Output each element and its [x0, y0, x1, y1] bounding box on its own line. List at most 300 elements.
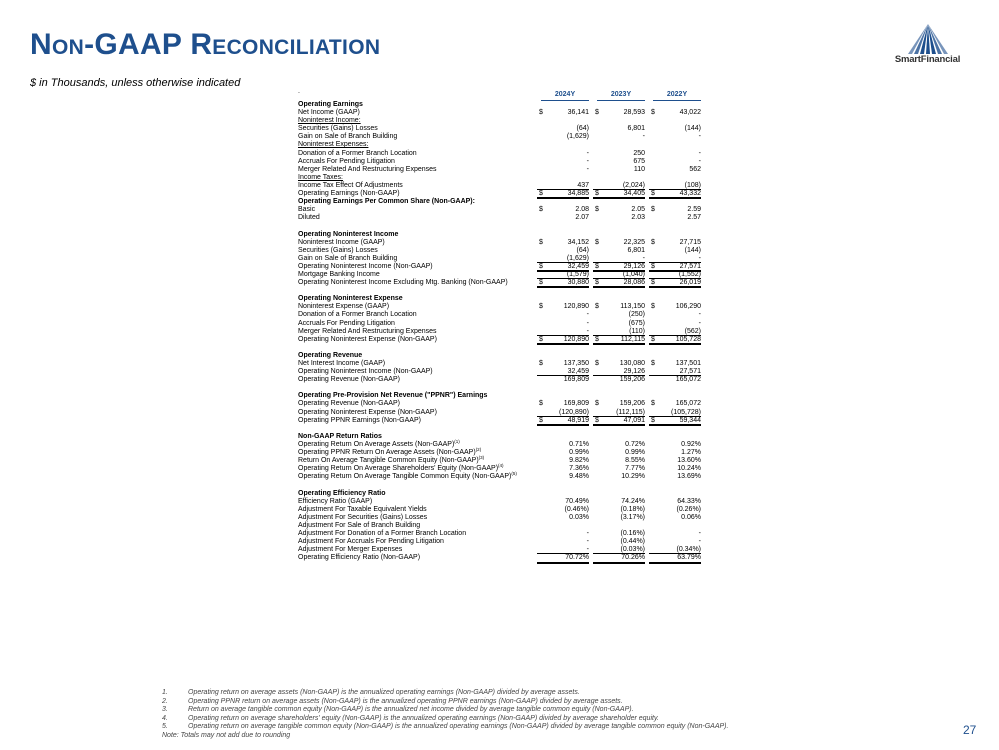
value-cell	[649, 109, 701, 117]
dollar-sign: $	[651, 109, 655, 117]
table-row	[297, 158, 703, 166]
row-label	[298, 498, 372, 506]
cell-value: 7.77%	[625, 465, 645, 473]
row-label-text: Operating Efficiency Ratio (Non-GAAP)	[298, 554, 421, 562]
table-row	[297, 506, 703, 514]
cell-value: 2.05	[631, 206, 645, 214]
cell-value: (2,024)	[622, 181, 645, 189]
value-cell	[593, 133, 645, 141]
table-row	[297, 150, 703, 158]
value-cell	[537, 133, 589, 141]
row-label-text: Diluted	[298, 214, 320, 222]
table-row	[297, 376, 703, 384]
table-row	[297, 449, 703, 457]
value-cell	[537, 457, 589, 465]
value-cell	[593, 506, 645, 514]
dollar-sign: $	[539, 335, 543, 343]
row-label	[298, 490, 386, 498]
cell-value: 2.07	[575, 214, 589, 222]
row-label	[298, 166, 437, 174]
spacer-row	[297, 384, 703, 392]
footnote-ref: (5)	[511, 471, 517, 477]
value-cell	[593, 409, 645, 417]
value-cell	[593, 214, 645, 222]
row-label	[298, 554, 420, 562]
footnote	[162, 706, 634, 715]
cell-value: 22,325	[623, 238, 645, 246]
dollar-sign: $	[539, 190, 543, 198]
value-cell	[649, 166, 701, 174]
cell-value: 130,080	[619, 360, 645, 367]
rounding-note: Note: Totals may not add due to rounding	[162, 731, 291, 739]
cell-value: 159,206	[619, 400, 645, 408]
row-label-text: Operating Efficiency Ratio	[298, 489, 386, 497]
dollar-sign: $	[651, 190, 655, 198]
cell-value: 2.59	[687, 206, 701, 214]
row-label-text: Operating Noninterest Income (Non-GAAP)	[298, 262, 433, 270]
row-label	[298, 141, 368, 149]
value-cell	[593, 336, 645, 345]
dollar-sign: $	[651, 262, 655, 270]
cell-value: -	[698, 157, 701, 165]
table-row	[297, 166, 703, 174]
value-cell	[537, 538, 589, 546]
cell-value: 26,019	[679, 279, 701, 287]
row-label	[298, 514, 427, 522]
row-label-text: Merger Related And Restructuring Expenses	[298, 165, 437, 173]
footnote-text: Operating PPNR return on average assets (Non-GAAP) is the annualized operating PPNR earnings (Non-GAAP) divided by average assets.	[188, 697, 623, 705]
value-cell	[537, 336, 589, 345]
value-cell	[593, 554, 645, 563]
value-cell	[649, 368, 701, 376]
cell-value: 2.57	[687, 214, 701, 222]
cell-value: -	[642, 254, 645, 262]
table-row	[297, 392, 703, 400]
row-label	[298, 279, 508, 287]
value-cell	[593, 522, 645, 530]
cell-value: 13.69%	[677, 473, 701, 481]
value-cell	[593, 328, 645, 336]
cell-value: 112,115	[620, 335, 645, 343]
cell-value: -	[586, 327, 589, 335]
cell-value: (1,040)	[622, 270, 645, 278]
value-cell	[537, 247, 589, 255]
table-row	[297, 438, 703, 449]
row-label	[298, 311, 417, 319]
cell-value: 9.82%	[569, 457, 589, 465]
table-row	[297, 279, 703, 287]
cell-value: 10.29%	[621, 473, 645, 481]
cell-value: -	[698, 529, 701, 537]
cell-value: 34,405	[623, 190, 645, 198]
value-cell	[537, 279, 589, 288]
dollar-sign: $	[539, 360, 543, 367]
row-label	[298, 473, 517, 481]
cell-value: (562)	[684, 327, 701, 335]
row-label-text: Mortgage Banking Income	[298, 270, 380, 278]
table-row	[297, 417, 703, 425]
table-row	[297, 174, 703, 182]
table-row	[297, 271, 703, 279]
cell-value: -	[698, 254, 701, 262]
value-cell	[537, 320, 589, 328]
cell-value: 2.03	[631, 214, 645, 222]
footnote	[162, 714, 659, 724]
table-row	[297, 530, 703, 538]
row-label	[298, 125, 378, 133]
row-label-text: Noninterest Expenses:	[298, 141, 369, 149]
cell-value: 113,150	[620, 303, 645, 311]
value-cell	[649, 214, 701, 222]
cell-value: (0.03%)	[620, 546, 645, 554]
value-cell	[593, 457, 645, 465]
cell-value: 9.48%	[569, 473, 589, 481]
row-label-text: Non-GAAP Return Ratios	[298, 432, 382, 440]
row-label-text: Basic	[298, 206, 316, 214]
dollar-sign: $	[539, 303, 543, 311]
dollar-sign: $	[539, 416, 543, 424]
value-cell	[593, 449, 645, 457]
corner-mark: .	[298, 88, 300, 95]
row-label-text: Efficiency Ratio (GAAP)	[298, 497, 373, 505]
cell-value: 70.49%	[565, 497, 589, 505]
value-cell	[537, 498, 589, 506]
table-row	[297, 522, 703, 530]
cell-value: (110)	[629, 327, 645, 335]
row-label-text: Return On Average Tangible Common Equity (Non-GAAP)	[298, 457, 479, 465]
value-cell	[537, 417, 589, 426]
cell-value: -	[698, 319, 701, 327]
cell-value: 0.92%	[681, 440, 701, 448]
table-row	[297, 198, 703, 206]
footnote-text: Operating return on average assets (Non-GAAP) is the annualized operating earnings (Non-GAAP) divided by average assets.	[188, 689, 580, 696]
row-label-text: Operating Earnings (Non-GAAP)	[298, 190, 400, 198]
row-label	[298, 214, 320, 222]
cell-value: 0.99%	[569, 449, 589, 457]
row-label-text: Adjustment For Sale of Branch Building	[298, 521, 421, 529]
cell-value: 8.55%	[625, 457, 645, 465]
cell-value: 74.24%	[621, 497, 645, 505]
value-cell	[537, 206, 589, 214]
row-label-text: Securities (Gains) Losses	[298, 125, 378, 133]
value-cell	[649, 473, 701, 481]
cell-value: -	[586, 157, 589, 165]
footnote-ref: (2)	[475, 447, 482, 453]
value-cell	[537, 125, 589, 133]
row-label	[298, 320, 395, 328]
year-header: 2024Y	[541, 91, 589, 101]
cell-value: 105,728	[675, 335, 701, 343]
row-label	[298, 546, 402, 554]
row-label-text: Adjustment For Taxable Equivalent Yields	[298, 505, 427, 513]
value-cell	[537, 546, 589, 554]
footnote-ref: (1)	[454, 438, 460, 444]
cell-value: 7.36%	[569, 465, 589, 473]
value-cell	[649, 279, 701, 288]
cell-value: 169,809	[563, 400, 589, 408]
cell-value: -	[586, 546, 589, 554]
dollar-sign: $	[595, 416, 599, 424]
row-label-text: Noninterest Income:	[298, 117, 361, 125]
footnote-number: 1.	[162, 689, 168, 696]
row-label-text: Operating Return On Average Shareholders' Equity (Non-GAAP)	[298, 465, 499, 473]
cell-value: (1,629)	[566, 254, 589, 262]
cell-value: 120,890	[563, 303, 589, 311]
value-cell	[649, 417, 701, 426]
row-label-text: Operating Pre-Provision Net Revenue ("PPNR") Earnings	[298, 392, 488, 400]
cell-value: (112,115)	[616, 408, 645, 416]
value-cell	[593, 150, 645, 158]
value-cell	[537, 506, 589, 514]
table-row	[297, 247, 703, 255]
value-cell	[537, 214, 589, 222]
row-label	[298, 117, 361, 125]
cell-value: 165,072	[675, 376, 701, 384]
spacer-row	[297, 425, 703, 433]
row-label-text: Operating Noninterest Income (Non-GAAP)	[298, 368, 433, 376]
cell-value: (105,728)	[671, 408, 701, 416]
spacer-row	[297, 344, 703, 352]
dollar-sign: $	[539, 400, 543, 408]
cell-value: 10.24%	[677, 465, 701, 473]
row-label-text: Operating Earnings	[298, 101, 363, 108]
table-row	[297, 214, 703, 222]
row-label	[298, 392, 487, 400]
dollar-sign: $	[539, 279, 543, 287]
value-cell	[649, 311, 701, 319]
value-cell	[537, 473, 589, 481]
value-cell	[593, 109, 645, 117]
value-cell	[593, 279, 645, 288]
dollar-sign: $	[651, 279, 655, 287]
cell-value: 6,801	[627, 246, 645, 254]
value-cell	[649, 554, 701, 563]
spacer-row	[297, 222, 703, 230]
value-cell	[537, 409, 589, 417]
value-cell	[649, 206, 701, 214]
value-cell	[537, 158, 589, 166]
table-row	[297, 295, 703, 303]
value-cell	[593, 530, 645, 538]
row-label-text: Gain on Sale of Branch Building	[298, 133, 398, 141]
cell-value: 70.26%	[621, 554, 645, 562]
value-cell	[649, 125, 701, 133]
cell-value: (250)	[628, 311, 645, 319]
value-cell	[649, 150, 701, 158]
cell-value: 437	[577, 181, 589, 189]
cell-value: 70.72%	[565, 554, 589, 562]
footnote-ref: (3)	[478, 455, 485, 461]
cell-value: 106,290	[675, 303, 701, 311]
row-label-text: Merger Related And Restructuring Expenses	[298, 327, 437, 335]
dollar-sign: $	[595, 400, 599, 408]
dollar-sign: $	[651, 400, 655, 408]
footnote-number: 3.	[162, 706, 168, 714]
value-cell	[649, 522, 701, 530]
value-cell	[649, 376, 701, 384]
footnote-text: Return on average tangible common equity (Non-GAAP) is the annualized net income divided by average tangible common equity (Non-GAAP).	[188, 706, 634, 714]
year-header: 2022Y	[653, 91, 701, 101]
row-label	[298, 174, 343, 182]
cell-value: 120,890	[563, 335, 589, 343]
row-label	[298, 198, 475, 206]
row-label	[298, 506, 427, 514]
cell-value: 0.71%	[569, 440, 589, 448]
cell-value: 0.06%	[681, 513, 701, 521]
value-cell	[537, 522, 589, 530]
value-cell	[537, 271, 589, 279]
cell-value: (1,552)	[678, 270, 701, 278]
footnote-number: 4.	[162, 714, 168, 722]
cell-value: (144)	[684, 246, 701, 254]
value-cell	[593, 125, 645, 133]
row-label-text: Operating Revenue	[298, 351, 363, 359]
spacer-row	[297, 481, 703, 489]
cell-value: 29,126	[623, 368, 645, 376]
row-label-text: Operating Earnings Per Common Share (Non-GAAP):	[298, 198, 475, 206]
table-row	[297, 490, 703, 498]
footnote-text: Operating return on average tangible common equity (Non-GAAP) is the annualized operating earnings (Non-GAAP) divided by average tangible common equity (Non-GAAP).	[188, 723, 729, 731]
dollar-sign: $	[651, 416, 655, 424]
dollar-sign: $	[651, 238, 655, 246]
table-row	[297, 498, 703, 506]
cell-value: 28,086	[623, 279, 645, 287]
cell-value: 32,459	[567, 262, 589, 270]
dollar-sign: $	[539, 238, 543, 246]
dollar-sign: $	[595, 262, 599, 270]
value-cell	[537, 514, 589, 522]
value-cell	[649, 514, 701, 522]
table-row	[297, 206, 703, 214]
cell-value: -	[698, 149, 701, 157]
row-label-text: Operating PPNR Return On Average Assets (Non-GAAP)	[298, 449, 476, 457]
value-cell	[649, 457, 701, 465]
cell-value: 13.60%	[677, 457, 701, 465]
dollar-sign: $	[595, 360, 599, 367]
table-row	[297, 109, 703, 117]
value-cell	[649, 320, 701, 328]
footnote-ref: (4)	[498, 463, 504, 469]
row-label	[298, 247, 378, 255]
row-label	[298, 336, 437, 344]
row-label	[298, 538, 444, 546]
cell-value: 34,152	[567, 238, 589, 246]
value-cell	[593, 247, 645, 255]
cell-value: 159,206	[619, 376, 645, 384]
value-cell	[649, 271, 701, 279]
table-row	[297, 263, 703, 271]
row-label-text: Operating Noninterest Income	[298, 230, 399, 238]
row-label-text: Net Interest Income (GAAP)	[298, 360, 386, 367]
table-row	[297, 400, 703, 408]
row-label-text: Operating PPNR Earnings (Non-GAAP)	[298, 416, 421, 424]
value-cell	[649, 498, 701, 506]
cell-value: 0.03%	[569, 513, 589, 521]
table-row	[297, 538, 703, 546]
value-cell	[649, 182, 701, 190]
cell-value: (0.46%)	[564, 505, 589, 513]
table-row	[297, 255, 703, 263]
value-cell	[537, 400, 589, 408]
row-label	[298, 182, 403, 190]
value-cell	[537, 255, 589, 263]
table-row	[297, 133, 703, 141]
row-label	[298, 255, 397, 263]
dollar-sign: $	[595, 109, 599, 117]
footnote-number: 5.	[162, 723, 168, 731]
value-cell	[593, 465, 645, 473]
row-label	[298, 295, 403, 303]
value-cell	[649, 441, 701, 449]
cell-value: (0.26%)	[676, 505, 701, 513]
value-cell	[537, 368, 589, 376]
cell-value: 32,459	[567, 368, 589, 376]
value-cell	[649, 133, 701, 141]
footnote-number: 2.	[162, 697, 168, 705]
value-cell	[537, 360, 589, 368]
row-label	[298, 190, 400, 198]
value-cell	[593, 400, 645, 408]
table-row	[297, 320, 703, 328]
value-cell	[593, 255, 645, 263]
table-row	[297, 328, 703, 336]
units-subtitle: $ in Thousands, unless otherwise indicated	[30, 77, 241, 89]
dollar-sign: $	[595, 190, 599, 198]
footnote-text: Operating return on average shareholders' equity (Non-GAAP) is the annualized operating earnings (Non-GAAP) divided by average shareholder equity.	[188, 714, 659, 722]
value-cell	[593, 182, 645, 190]
cell-value: -	[586, 319, 589, 327]
row-label-text: Adjustment For Securities (Gains) Losses	[298, 513, 428, 521]
value-cell	[593, 360, 645, 368]
table-row	[297, 311, 703, 319]
value-cell	[649, 400, 701, 408]
cell-value: -	[698, 538, 701, 546]
cell-value: -	[586, 311, 589, 319]
logo-mark-icon	[906, 24, 950, 54]
value-cell	[593, 376, 645, 384]
cell-value: -	[586, 165, 589, 173]
row-label	[298, 400, 400, 408]
table-row	[297, 303, 703, 311]
row-label	[298, 409, 437, 417]
cell-value: (64)	[576, 246, 589, 254]
company-logo	[880, 24, 975, 64]
value-cell	[537, 182, 589, 190]
dollar-sign: $	[595, 279, 599, 287]
row-label	[298, 433, 382, 441]
row-label-text: Operating Return On Average Tangible Common Equity (Non-GAAP)	[298, 473, 512, 481]
value-cell	[593, 538, 645, 546]
row-label-text: Adjustment For Accruals For Pending Litigation	[298, 538, 444, 546]
row-label-text: Accruals For Pending Litigation	[298, 157, 395, 165]
cell-value: 43,332	[679, 190, 701, 198]
row-label-text: Adjustment For Donation of a Former Branch Location	[298, 529, 467, 537]
dollar-sign: $	[539, 109, 543, 117]
cell-value: 27,715	[679, 238, 701, 246]
cell-value: 59,344	[679, 416, 701, 424]
value-cell	[537, 554, 589, 563]
year-header: 2023Y	[597, 91, 645, 101]
cell-value: 250	[633, 149, 645, 157]
row-label-text: Noninterest Income (GAAP)	[298, 238, 385, 246]
row-label-text: Operating Revenue (Non-GAAP)	[298, 400, 400, 408]
row-label-text: Operating Revenue (Non-GAAP)	[298, 376, 400, 384]
row-label-text: Operating Noninterest Expense (Non-GAAP)	[298, 408, 437, 416]
cell-value: 675	[633, 157, 645, 165]
row-label-text: Income Tax Effect Of Adjustments	[298, 181, 403, 189]
row-label	[298, 109, 360, 117]
cell-value: 63.79%	[677, 554, 701, 562]
